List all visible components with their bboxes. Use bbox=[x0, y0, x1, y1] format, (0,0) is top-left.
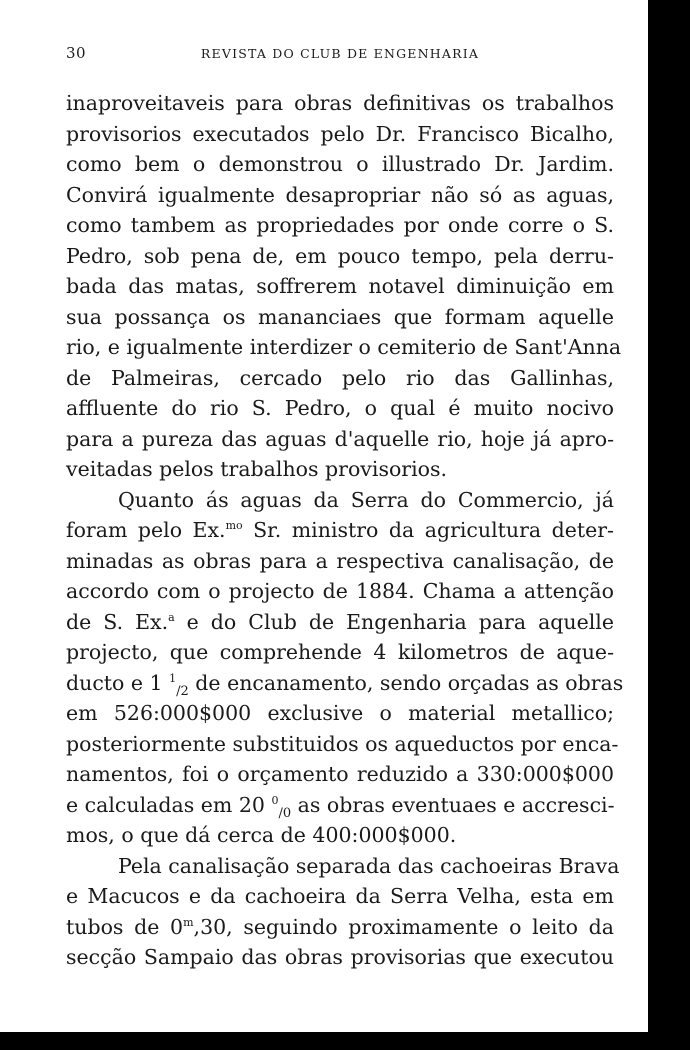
text-line: rio, e igualmente interdizer o cemiterio de Sant'Anna bbox=[66, 335, 622, 359]
text-line: mos, o que dá cerca de 400:000$000. bbox=[66, 823, 457, 847]
body-text bbox=[66, 88, 624, 973]
page-header bbox=[66, 44, 614, 64]
text-run: de encanamento, sendo orçadas as obras bbox=[188, 670, 624, 695]
text-run: e do Club de Engenharia para aquelle bbox=[174, 609, 614, 634]
text-line: para a pureza das aguas d'aquelle rio, hoje já apro- bbox=[66, 426, 614, 451]
fraction-denominator: /2 bbox=[176, 683, 189, 699]
text-run: e calculadas em 20 bbox=[66, 792, 272, 817]
paragraph-1 bbox=[66, 88, 622, 485]
scan-gutter bbox=[648, 0, 676, 1032]
text-line: em 526:000$000 exclusive o material metallico; bbox=[66, 701, 614, 725]
text-line: e Macucos e da cachoeira da Serra Velha, esta em bbox=[66, 884, 614, 908]
text-line: minadas as obras para a respectiva canalisação, de bbox=[66, 548, 614, 573]
text-run: foram pelo Ex. bbox=[66, 518, 226, 542]
text-line: accordo com o projecto de 1884. Chama a attenção bbox=[66, 579, 614, 603]
text-line: Pela canalisação separada das cachoeiras Brava bbox=[118, 853, 620, 878]
text-run: tubos de 0 bbox=[66, 914, 184, 939]
text-line: sua possança os mananciaes que formam aquelle bbox=[66, 304, 614, 329]
fraction-numerator: 1 bbox=[169, 671, 177, 685]
page-number: 30 bbox=[66, 44, 87, 62]
text-line: Quanto ás aguas da Serra do Commercio, já bbox=[118, 487, 614, 512]
text-line: veitadas pelos trabalhos provisorios. bbox=[66, 457, 448, 481]
text-line: Pedro, sob pena de, em pouco tempo, pela derru- bbox=[66, 243, 614, 268]
percent-denominator: /0 bbox=[278, 805, 292, 821]
text-line bbox=[66, 790, 614, 821]
paragraph-2 bbox=[66, 485, 624, 851]
text-line: provisorios executados pelo Dr. Francisco Bicalho, bbox=[66, 121, 614, 146]
text-line: como tambem as propriedades por onde corre o S. bbox=[66, 213, 614, 237]
text-line: bada das matas, soffrerem notavel diminuição em bbox=[66, 274, 614, 298]
paragraph-3 bbox=[66, 851, 620, 973]
text-line: secção Sampaio das obras provisorias que executou bbox=[66, 945, 614, 969]
text-line bbox=[66, 607, 614, 638]
text-line: inaproveitaveis para obras definitivas os trabalhos bbox=[66, 91, 614, 115]
text-line: posteriormente substituidos os aqueductos por enca- bbox=[66, 731, 619, 756]
text-line: Convirá igualmente desapropriar não só as aguas, bbox=[66, 182, 614, 207]
superscript: a bbox=[168, 610, 175, 624]
text-run: as obras eventuaes e accresci- bbox=[291, 792, 615, 817]
percent-numerator: 0 bbox=[271, 793, 279, 807]
text-run: ,30, seguindo proximamente o leito da bbox=[193, 914, 614, 939]
text-line: como bem o demonstrou o illustrado Dr. Jardim. bbox=[66, 152, 614, 176]
text-line: affluente do rio S. Pedro, o qual é muito nocivo bbox=[66, 396, 614, 420]
text-line: de Palmeiras, cercado pelo rio das Gallinhas, bbox=[66, 365, 614, 390]
text-line bbox=[66, 515, 614, 546]
text-line bbox=[66, 912, 614, 943]
text-run: Sr. ministro da agricultura deter- bbox=[242, 518, 614, 542]
superscript: m bbox=[183, 915, 194, 929]
text-run: de S. Ex. bbox=[66, 609, 169, 634]
scan-bottom-edge bbox=[0, 1032, 690, 1050]
text-line: namentos, foi o orçamento reduzido a 330:000$000 bbox=[66, 762, 614, 786]
text-line bbox=[66, 668, 624, 699]
superscript: mo bbox=[225, 519, 243, 533]
scan-edge bbox=[676, 0, 685, 1050]
running-title: REVISTA DO CLUB DE ENGENHARIA bbox=[200, 46, 480, 61]
text-run: ducto e 1 bbox=[66, 670, 170, 695]
text-line: projecto, que comprehende 4 kilometros de aque- bbox=[66, 640, 614, 664]
